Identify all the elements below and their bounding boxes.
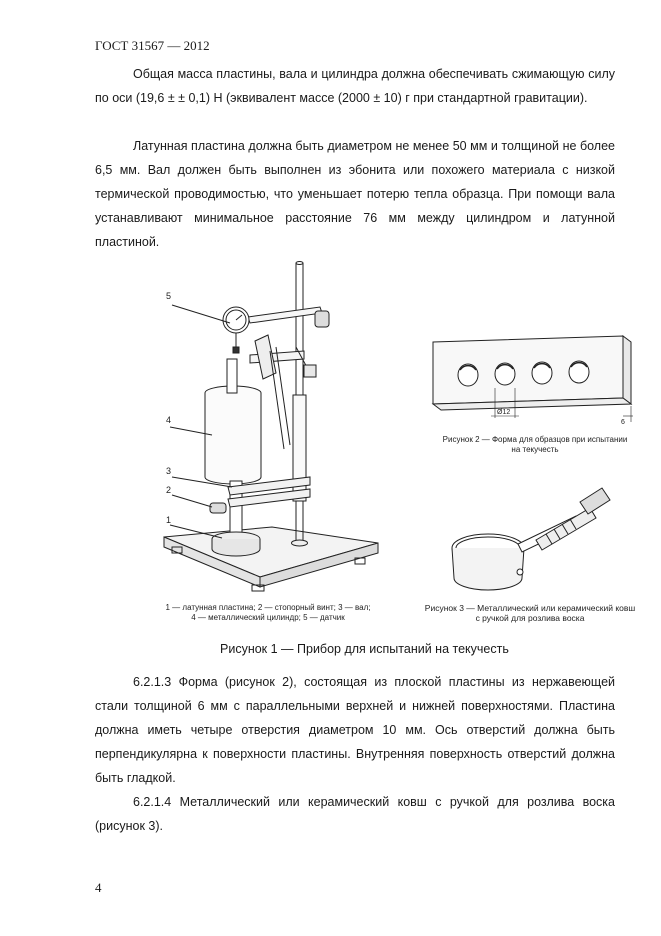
document-header: ГОСТ 31567 — 2012 — [95, 38, 210, 53]
figure-1-caption: Рисунок 1 — Прибор для испытаний на текучесть — [220, 642, 509, 656]
label-1: 1 — [166, 515, 172, 525]
hole-icon — [532, 362, 552, 384]
figure-3-ladle-drawing — [440, 480, 620, 600]
paragraph-6-2-1-4: 6.2.1.4 Металлический или керамический ковш с ручкой для розлива воска (рисунок 3). — [95, 795, 615, 833]
label-5: 5 — [166, 291, 172, 301]
dimension-diameter: Ø12 — [497, 409, 511, 416]
page-number: 4 — [95, 880, 102, 895]
paragraph-brass-plate: Латунная пластина должна быть диаметром не менее 50 мм и толщиной не более 6,5 мм. Вал должен быть выполнен из эбонита или похожего материала с низкой термической проводимостью, что уменьшает потерю тепла образца. При помощи вала устанавливают минимальное расстояние 76 мм между цилиндром и латунной пластиной. — [95, 139, 615, 249]
paragraph-mass: Общая масса пластины, вала и цилиндра должна обеспечивать сжимающую силу по оси (19,6 ± ± 0,1) Н (эквивалент массе (2000 ± 10) г при стандартной гравитации). — [95, 67, 615, 105]
figure-2-mould-drawing — [425, 330, 640, 430]
figure-2-caption: Рисунок 2 — Форма для образцов при испытании на текучесть — [442, 435, 628, 454]
label-4: 4 — [166, 415, 172, 425]
figure-1-apparatus-drawing — [150, 255, 390, 600]
figure-3-caption: Рисунок 3 — Металлический или керамический ковш с ручкой для розлива воска — [424, 603, 636, 623]
hole-icon — [569, 361, 589, 383]
metal-cylinder — [205, 393, 261, 484]
dimension-thickness: 6 — [621, 419, 625, 426]
hole-icon — [495, 363, 515, 385]
label-3: 3 — [166, 466, 172, 476]
figure-1-legend: 1 — латунная пластина; 2 — стопорный винт; 3 — вал; 4 — металлический цилиндр; 5 — датчик — [165, 603, 371, 622]
hole-icon — [458, 364, 478, 386]
label-2: 2 — [166, 485, 172, 495]
paragraph-6-2-1-3: 6.2.1.3 Форма (рисунок 2), состоящая из плоской пластины из нержавеющей стали толщиной 6 мм с параллельными верхней и нижней поверхностями. Пластина должна иметь четыре отверстия диаметром 10 мм. Ось отверстий должна быть перпендикулярна к поверхности пластины. Внутренняя поверхность отверстий должна быть гладкой. — [95, 675, 615, 785]
